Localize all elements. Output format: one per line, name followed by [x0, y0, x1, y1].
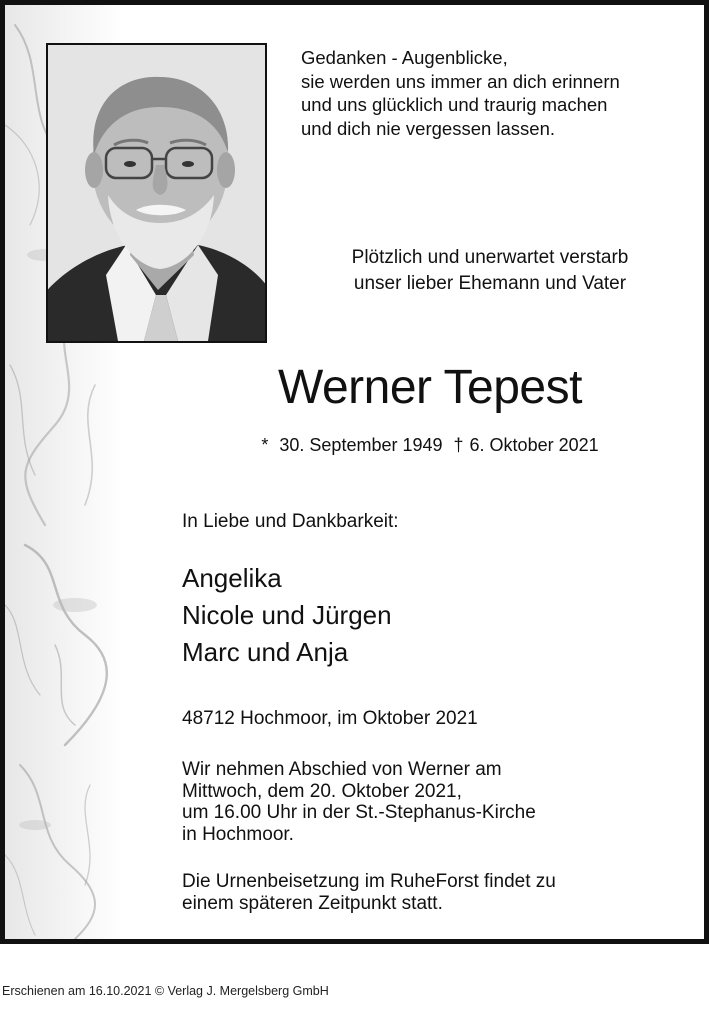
urn-line: Die Urnenbeisetzung im RuheForst findet zu: [182, 871, 556, 892]
poem-line: Gedanken - Augenblicke,: [301, 47, 508, 68]
farewell-line: um 16.00 Uhr in der St.-Stephanus-Kirche: [182, 802, 536, 823]
place-and-date: 48712 Hochmoor, im Oktober 2021: [182, 708, 478, 729]
portrait-photo: [46, 43, 267, 343]
death-date: 6. Oktober 2021: [469, 435, 599, 455]
memorial-poem: [301, 46, 701, 140]
death-announcement-intro: [275, 245, 705, 297]
intro-line: unser lieber Ehemann und Vater: [353, 273, 627, 294]
farewell-line: Mittwoch, dem 20. Oktober 2021,: [182, 780, 462, 802]
poem-line: und uns glücklich und traurig machen: [301, 94, 608, 115]
birth-symbol: *: [261, 435, 269, 455]
mourner-name: Angelika: [182, 563, 282, 593]
life-dates: [185, 433, 675, 457]
mourner-name: Nicole und Jürgen: [182, 600, 392, 630]
urn-burial-note: [182, 871, 702, 914]
intro-line: Plötzlich und unerwartet verstarb: [351, 247, 629, 268]
funeral-service-details: [182, 759, 702, 845]
poem-line: sie werden uns immer an dich erinnern: [301, 70, 620, 92]
mourners-heading: In Liebe und Dankbarkeit:: [182, 511, 399, 532]
farewell-line: in Hochmoor.: [182, 823, 294, 845]
mourner-name: Marc und Anja: [182, 637, 349, 667]
poem-line: und dich nie vergessen lassen.: [301, 117, 556, 139]
publication-footer: Erschienen am 16.10.2021 © Verlag J. Mergelsberg GmbH: [2, 984, 329, 998]
deceased-name: Werner Tepest: [278, 361, 582, 414]
birth-date: 30. September 1949: [279, 435, 443, 455]
death-cross-symbol: †: [453, 435, 464, 455]
farewell-line: Wir nehmen Abschied von Werner am: [182, 759, 502, 780]
mourners-list: [182, 560, 392, 671]
urn-line: einem späteren Zeitpunkt statt.: [182, 892, 443, 914]
